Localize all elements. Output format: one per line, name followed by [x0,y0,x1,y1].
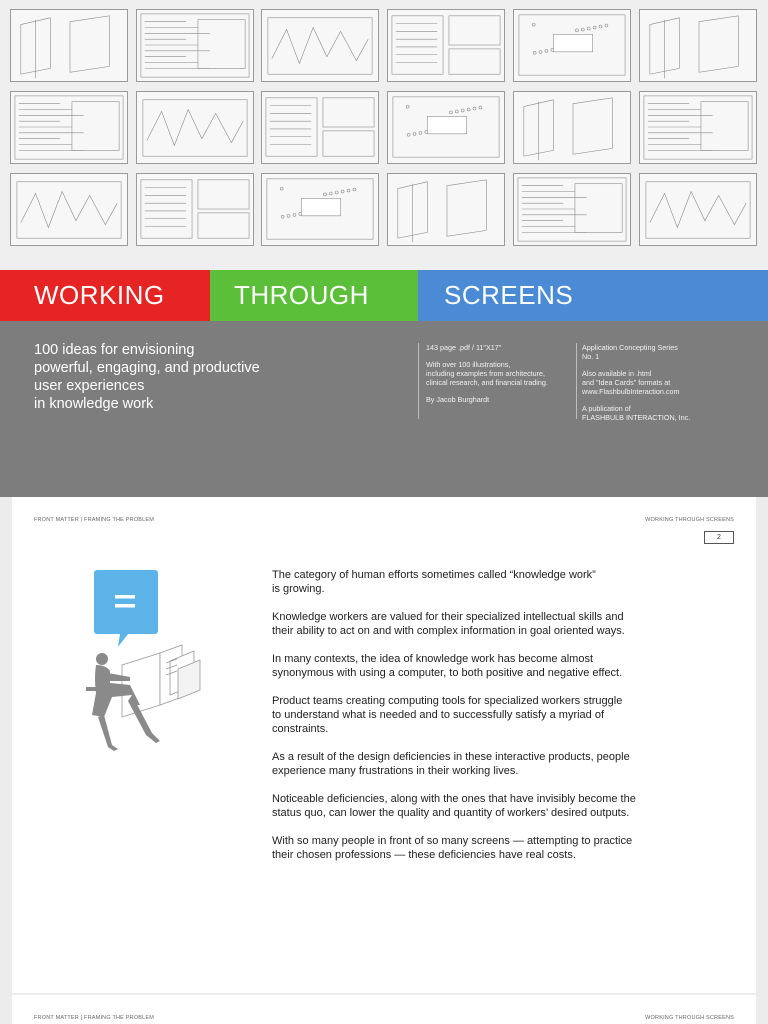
screen-thumbnail [639,9,757,82]
next-page [0,993,768,1024]
speech-bubble-icon [94,570,158,634]
publication-details [418,343,576,419]
paragraph: Noticeable deficiencies, along with the ones that have invisibly become the status quo, can lower the quality and quantity of workers’ desired outputs. [272,793,636,819]
description-panel [0,321,768,497]
series-info: Application Concepting Series No. 1 [582,343,678,361]
screen-thumbnail [387,173,505,246]
paragraph: In many contexts, the idea of knowledge work has become almost synonymous with using a computer, to both positive and negative effect. [272,653,623,679]
running-title: WORKING THROUGH SCREENS [645,1015,734,1021]
title-through: THROUGH [210,270,418,321]
screen-thumbnail [261,9,379,82]
screen-thumbnail [387,9,505,82]
screen-thumbnail [10,91,128,164]
screen-thumbnail [261,173,379,246]
format-info: 143 page .pdf / 11"X17" [426,343,502,352]
tagline [34,341,294,413]
tagline-line: 100 ideas for envisioning [34,342,195,358]
screen-thumbnail [10,9,128,82]
screen-thumbnail [513,173,631,246]
paragraph: As a result of the design deficiencies in these interactive products, people experience many frustrations in their working lives. [272,751,630,777]
paragraph: With so many people in front of so many screens — attempting to practice their chosen professions — these deficiencies have real costs. [272,835,633,861]
paragraph: Knowledge workers are valued for their specialized intellectual skills and their ability to act on and with complex information in goal oriented ways. [272,611,625,637]
screen-thumbnail [639,91,757,164]
screen-thumbnail [639,173,757,246]
paragraph: Product teams creating computing tools for specialized workers struggle to understand what is needed and to successfully satisfy a myriad of constraints. [272,695,623,735]
screen-thumbnail [10,173,128,246]
next-page-sheet [12,995,756,1024]
screen-thumbnail [136,9,254,82]
running-title: WORKING THROUGH SCREENS [645,517,734,523]
tagline-line: powerful, engaging, and productive [34,360,260,376]
screen-thumbnail [513,91,631,164]
publisher-info: A publication of FLASHBULB INTERACTION, Inc. [582,404,691,422]
screen-thumbnail [387,91,505,164]
cover-panel [0,0,768,497]
screen-thumbnail [513,9,631,82]
knowledge-worker-illustration [82,565,212,765]
page-number: 2 [704,531,734,544]
series-details [576,343,752,422]
illustrations-info: With over 100 illustrations, including examples from architecture, clinical research, and financial trading. [426,360,548,387]
title-screens: SCREENS [418,270,768,321]
page-sheet [12,497,756,997]
section-breadcrumb: FRONT MATTER | FRAMING THE PROBLEM [34,517,155,523]
screen-thumbnail [136,91,254,164]
thumbnail-grid [10,9,758,247]
screen-thumbnail [261,91,379,164]
document-page [0,497,768,997]
section-breadcrumb: FRONT MATTER | FRAMING THE PROBLEM [34,1015,155,1021]
paragraph: The category of human efforts sometimes called “knowledge work” is growing. [272,569,596,595]
intro-text [272,568,692,876]
author: By Jacob Burghardt [426,395,490,404]
tagline-line: user experiences [34,378,145,394]
availability-info: Also available in .html and "Idea Cards" formats at www.FlashbulbInteraction.com [582,369,680,396]
tagline-line: in knowledge work [34,396,154,412]
screen-thumbnail [136,173,254,246]
title-working: WORKING [0,270,210,321]
